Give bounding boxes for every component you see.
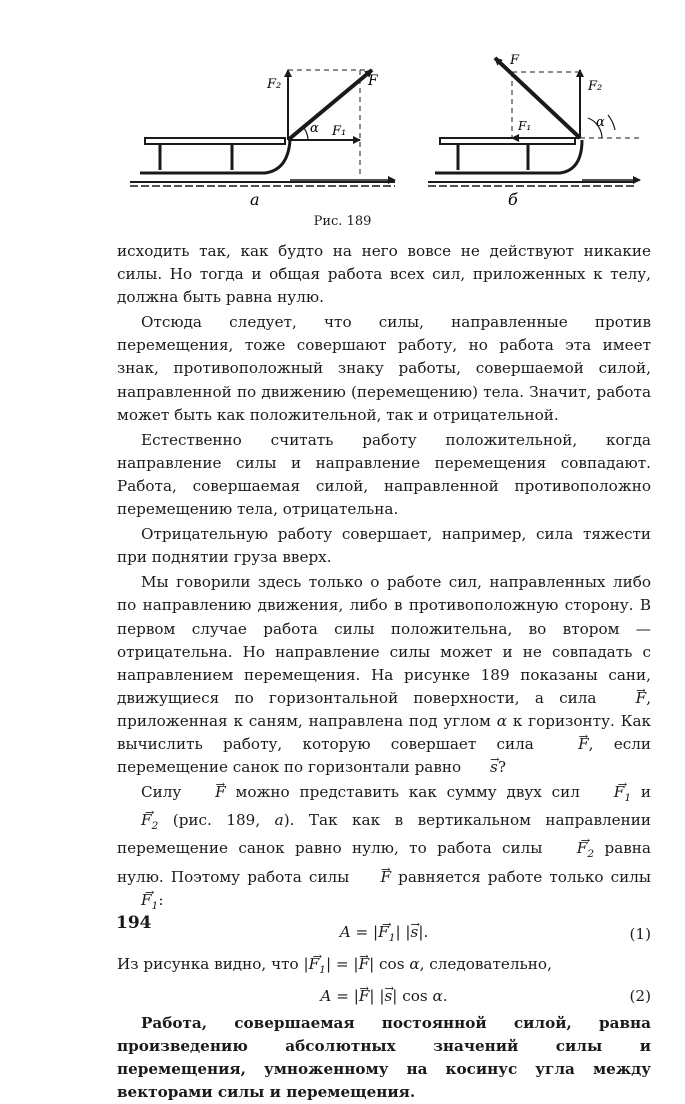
subfigure-label-a: а (250, 190, 260, 209)
formula-1: A = |→ $F_1|$ |→ s|. (1) (117, 921, 651, 949)
formula-number: (1) (629, 925, 651, 944)
vector-f1-symbol: → $F_1$ (590, 781, 631, 809)
vector-s-symbol: → s (466, 756, 498, 779)
paragraph: Отсюда следует, что силы, направленные против перемещения, тоже совершают работу, но работа эта имеет знак, противоположный знаку работы, совершаемой силой, направленной по движению (перемещению) тела. Значит, работа может быть как положительной, так и отрицательной. (117, 313, 651, 424)
page-number: 194 (116, 913, 152, 933)
label-alpha-b: α (596, 115, 605, 130)
label-f-a: F (368, 73, 378, 89)
paragraph: Из рисунка видно, что |→ $F_1|$ = |→ F| cos α, следовательно, (117, 953, 651, 981)
paragraph: исходить так, как будто на него вовсе не действуют никакие силы. Но тогда и общая работа всех сил, приложенных к телу, должна быть равна нулю. (117, 242, 651, 307)
vector-f2-symbol: → $F_2$ (553, 837, 594, 865)
vector-f-symbol: → F (356, 866, 391, 889)
vector-f-symbol: → F (612, 687, 647, 710)
paragraph: Силу → F можно представить как сумму двух сил → $F_1$ $и \to F_2$ (рис. 189, а). Так как в вертикальном направлении перемещение санок равно нулю, то работа силы → $F_2$ равна нулю. Поэтому работа силы → F равняется работе только силы → $F_1$: (117, 781, 651, 917)
vector-f2-symbol: → $F_2$ (117, 809, 158, 837)
label-f1-a: F₁ (332, 124, 347, 139)
paragraph: Естественно считать работу положительной, когда направление силы и направление перемещения совпадают. Работа, совершаемая силой, направленной противоположно перемещению тела, отрицательна. (117, 430, 651, 519)
formula-number: (2) (629, 987, 651, 1005)
label-f-b: F (510, 53, 520, 68)
bold-definition: Работа, совершаемая постоянной силой, равна произведению абсолютных значений силы и перемещения, умноженному на косинус угла между векторами силы и перемещения. (117, 1014, 651, 1102)
figure-caption: Рис. 189 (313, 214, 372, 229)
figure-189 (110, 40, 650, 225)
sled-b (428, 138, 635, 186)
vector-f1-symbol: → $F_1$ (117, 889, 158, 917)
vector-f-a (288, 70, 372, 140)
label-f2-a: F₂ (267, 77, 282, 92)
vector-f-symbol: → F (191, 781, 226, 804)
paragraph: Отрицательную работу совершает, например, сила тяжести при поднятии груза вверх. (117, 525, 651, 567)
paragraph: Мы говорили здесь только о работе сил, направленных либо по направлению движения, либо в противоположную сторону. В первом случае работа силы положительна, во втором — отрицательна. Но направление силы может и не совпадать с направлением перемещения. На рисунке 189 показаны сани, движущиеся по горизонтальной поверхности, а сила → F, приложенная к саням, направлена под углом α к горизонту. Как вычислить работу, которую совершает сила → F, если перемещение санок по горизонтали равно → s? (117, 571, 651, 779)
sled-a (130, 138, 395, 186)
vector-f-b (495, 58, 580, 138)
subfigure-label-b: б (508, 190, 518, 209)
label-alpha-a: α (310, 121, 319, 136)
label-f2-b: F₂ (588, 79, 603, 94)
body-text (117, 240, 651, 1104)
vector-f-symbol: → F (554, 733, 589, 756)
label-f1-b: F₁ (518, 119, 532, 133)
formula-2: A = |→ F| |→ s| cos α. (2) (117, 985, 651, 1008)
